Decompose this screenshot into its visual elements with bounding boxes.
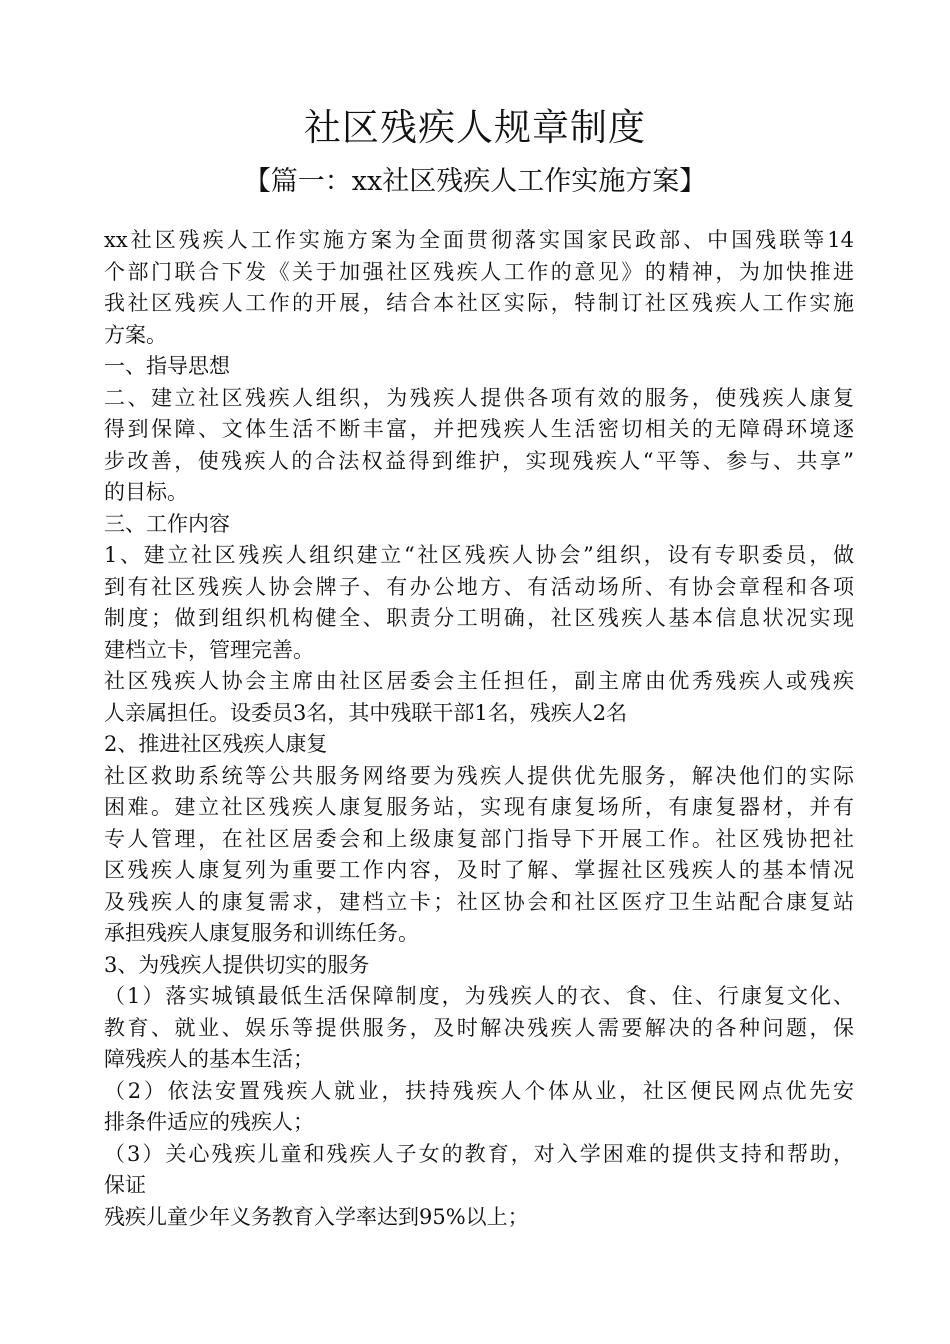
body-line: 到有社区残疾人协会牌子、有办公地方、有活动场所、有协会章程和各项	[104, 574, 854, 599]
body-line: 人亲属担任。设委员3名，其中残联干部1名，残疾人2名	[104, 700, 628, 725]
body-line: 承担残疾人康复服务和训练任务。	[104, 921, 419, 945]
body-line: 障残疾人的基本生活；	[104, 1047, 314, 1071]
body-line: 制度；做到组织机构健全、职责分工明确，社区残疾人基本信息状况实现	[104, 606, 854, 630]
document-subtitle: 【篇一：xx社区残疾人工作实施方案】	[243, 166, 707, 197]
body-line: 排条件适应的残疾人；	[104, 1110, 314, 1134]
document-title: 社区残疾人规章制度	[304, 106, 646, 149]
body-line: 困难。建立社区残疾人康复服务站，实现有康复场所，有康复器材，并有	[104, 795, 854, 819]
body-line: （1）落实城镇最低生活保障制度，为残疾人的衣、食、住、行康复文化、	[104, 984, 854, 1008]
body-line: 社区救助系统等公共服务网络要为残疾人提供优先服务，解决他们的实际	[104, 763, 854, 788]
body-line: 残疾儿童少年义务教育入学率达到95%以上；	[104, 1204, 529, 1229]
body-line: 我社区残疾人工作的开展，结合本社区实际，特制订社区残疾人工作实施	[104, 291, 854, 315]
body-line: 2、推进社区残疾人康复	[104, 732, 328, 756]
body-line: 保证	[104, 1173, 146, 1197]
body-line: 及残疾人的康复需求，建档立卡；社区协会和社区医疗卫生站配合康复站	[104, 889, 854, 914]
body-line: 建档立卡，管理完善。	[104, 637, 314, 662]
body-line: 方案。	[104, 322, 167, 347]
body-line: 教育、就业、娱乐等提供服务，及时解决残疾人需要解决的各种问题，保	[104, 1015, 854, 1040]
body-line: 区残疾人康复列为重要工作内容，及时了解、掌握社区残疾人的基本情况	[104, 858, 854, 882]
body-line: 3、为残疾人提供切实的服务	[104, 952, 370, 977]
body-line: 专人管理，在社区居委会和上级康复部门指导下开展工作。社区残协把社	[104, 826, 854, 851]
body-line: xx社区残疾人工作实施方案为全面贯彻落实国家民政部、中国残联等14	[104, 228, 854, 252]
body-line: 个部门联合下发《关于加强社区残疾人工作的意见》的精神，为加快推进	[104, 259, 854, 284]
body-line: 三、工作内容	[104, 511, 230, 536]
body-line: 社区残疾人协会主席由社区居委会主任担任，副主席由优秀残疾人或残疾	[104, 669, 854, 693]
body-line: 得到保障、文体生活不断丰富，并把残疾人生活密切相关的无障碍环境逐	[104, 417, 854, 441]
body-line: （2）依法安置残疾人就业，扶持残疾人个体从业，社区便民网点优先安	[104, 1078, 854, 1103]
body-line: 二、建立社区残疾人组织，为残疾人提供各项有效的服务，使残疾人康复	[104, 385, 854, 410]
document-body	[104, 225, 854, 1233]
body-line: 一、指导思想	[104, 354, 230, 378]
body-line: （3）关心残疾儿童和残疾人子女的教育，对入学困难的提供支持和帮助，	[104, 1141, 854, 1166]
body-line: 的目标。	[104, 480, 188, 504]
body-line: 1、建立社区残疾人组织建立“社区残疾人协会”组织，设有专职委员，做	[104, 543, 854, 567]
body-line: 步改善，使残疾人的合法权益得到维护，实现残疾人“平等、参与、共享”	[104, 448, 854, 473]
